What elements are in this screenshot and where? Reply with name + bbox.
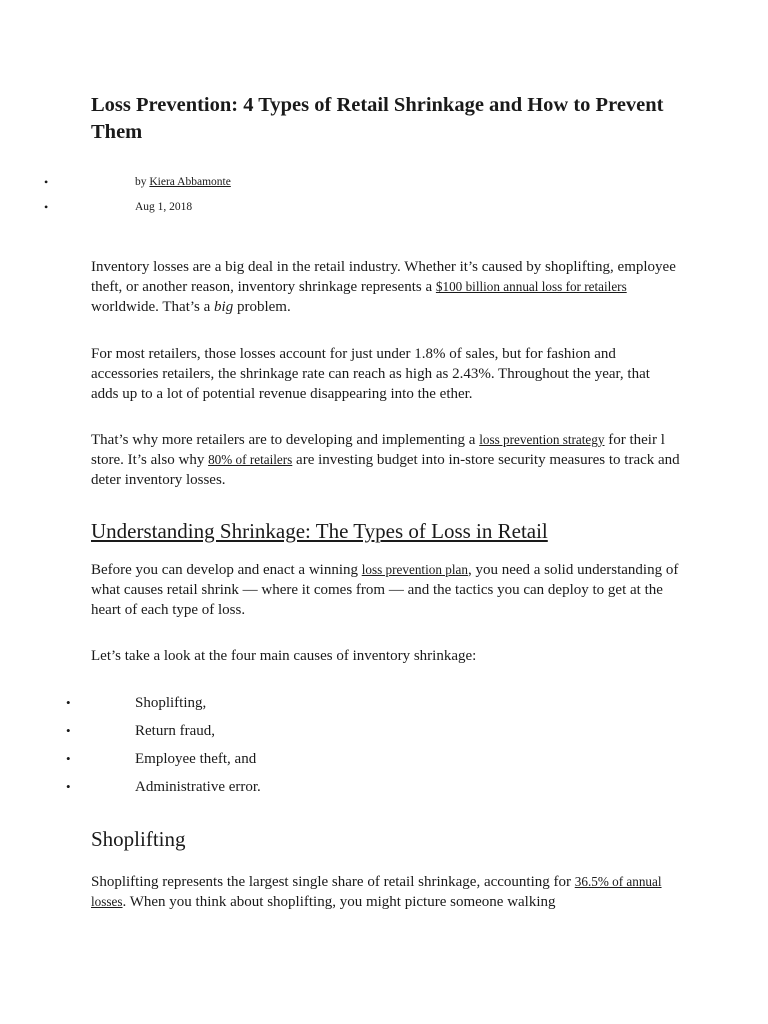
intro-paragraph-2: For most retailers, those losses account for just under 1.8% of sales, but for fashion and accessories retailers, the shrinkage rate can reach as high as 2.43%. Throughout the year, that adds up to a lot of potential revenue disappearing into the ether. xyxy=(91,346,650,402)
shoplifting-paragraph-1: Shoplifting represents the largest single share of retail shrinkage, accounting for 36.5% of annual losses. When you think about shoplifting, you might picture someone walking xyxy=(91,874,662,910)
cause-label: Shoplifting, xyxy=(135,695,207,711)
bullet-icon: • xyxy=(66,695,71,710)
loss-prevention-strategy-link[interactable]: loss prevention strategy xyxy=(479,432,605,447)
author-meta xyxy=(135,175,231,189)
section-heading-understanding-shrinkage: Understanding Shrinkage: The Types of Loss in Retail xyxy=(91,519,548,543)
publish-date: Aug 1, 2018 xyxy=(135,201,193,213)
bullet-icon: • xyxy=(66,779,71,794)
section-heading-shoplifting: Shoplifting xyxy=(91,827,186,851)
bullet-icon: • xyxy=(66,751,71,766)
intro-paragraph-3: That’s why more retailers are to developing and implementing a loss prevention strategy for their l store. It’s also why 80% of retailers are investing budget into in-store security measures to track and deter inventory losses. xyxy=(91,432,680,488)
retailers-percent-link[interactable]: 80% of retailers xyxy=(208,452,293,467)
by-prefix: by xyxy=(135,176,150,188)
bullet-icon: • xyxy=(66,723,71,738)
author-link[interactable]: Kiera Abbamonte xyxy=(149,176,231,188)
cause-label: Administrative error. xyxy=(135,779,261,795)
section-paragraph-1: Before you can develop and enact a winning loss prevention plan, you need a solid understanding of what causes retail shrink — where it comes from — and the tactics you can deploy to get at the heart of each type of loss. xyxy=(91,562,679,618)
bullet-icon: • xyxy=(44,175,49,189)
page-title: Loss Prevention: 4 Types of Retail Shrinkage and How to Prevent Them xyxy=(91,94,664,143)
cause-label: Employee theft, and xyxy=(135,751,257,767)
intro-paragraph-1: Inventory losses are a big deal in the retail industry. Whether it’s caused by shoplifting, employee theft, or another reason, inventory shrinkage represents a $100 billion annual loss for retailers worldwide. That’s a big problem. xyxy=(91,259,676,315)
annual-loss-link[interactable]: $100 billion annual loss for retailers xyxy=(435,279,627,294)
annual-losses-percent-link[interactable]: 36.5% of annual losses xyxy=(91,874,662,909)
bullet-icon: • xyxy=(44,200,49,214)
loss-prevention-plan-link[interactable]: loss prevention plan xyxy=(361,562,468,577)
cause-label: Return fraud, xyxy=(135,723,215,739)
section-paragraph-2: Let’s take a look at the four main causes of inventory shrinkage: xyxy=(91,648,477,664)
